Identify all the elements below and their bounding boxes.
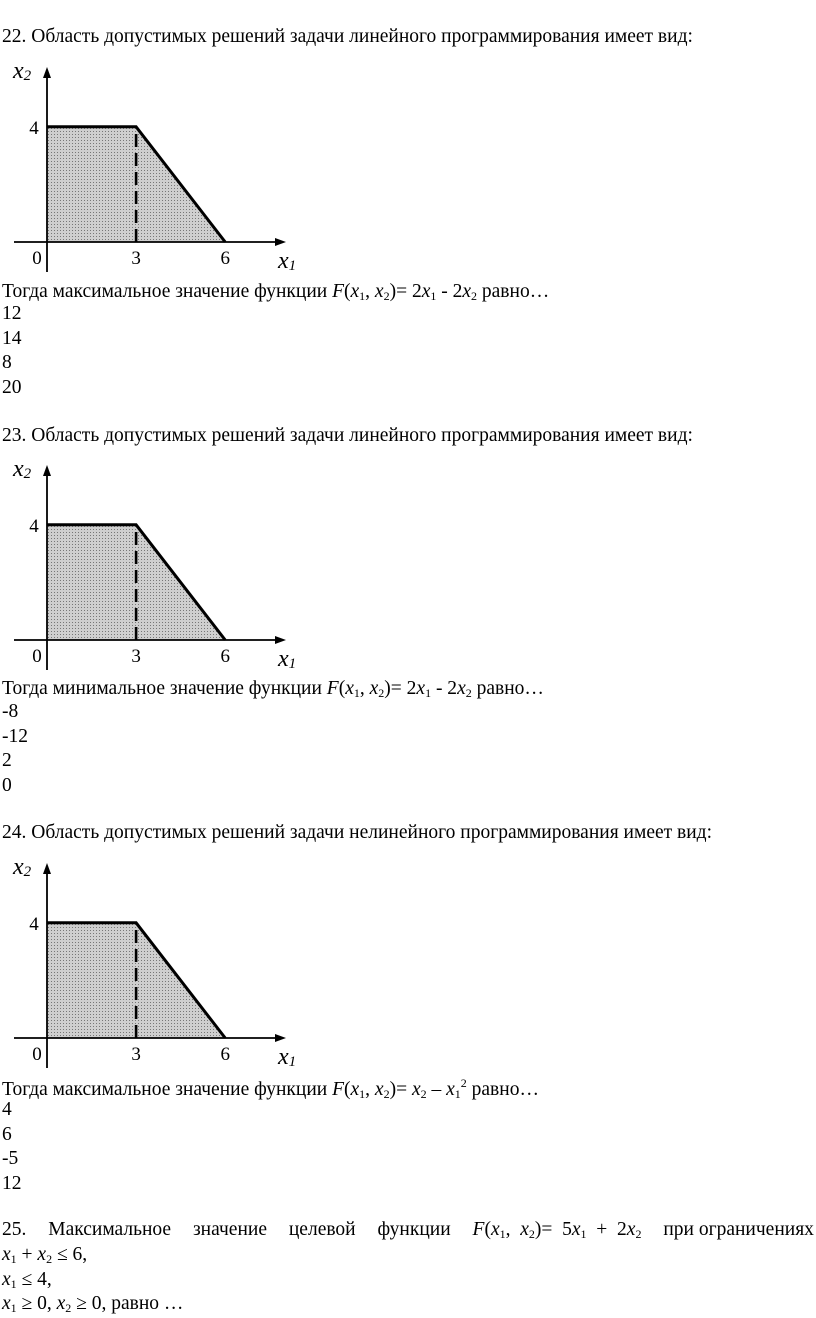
- question-suffix: равно…: [471, 678, 544, 699]
- problem-23-heading: 23. Область допустимых решений задачи линейного программирования имеет вид:: [2, 425, 693, 446]
- constraints-intro: при ограничениях: [663, 1219, 814, 1240]
- question-prefix: Тогда максимальное значение функции: [2, 281, 333, 302]
- problem-24-graph: [0, 852, 320, 1083]
- feasible-region-plot: [0, 454, 320, 679]
- answer-option[interactable]: 0: [2, 774, 12, 796]
- problem-23-question: Тогда минимальное значение функции $F(x_1$, $x_2)= 2x_1 - 2x_2$ равно…: [2, 678, 544, 700]
- answer-option[interactable]: -5: [2, 1148, 19, 1169]
- question-prefix: Тогда максимальное значение функции: [2, 1079, 333, 1100]
- feasible-region-plot: [0, 56, 320, 281]
- constraint-3: $x_1 \ge 0$, $x_2 \ge 0$, равно …: [2, 1293, 184, 1315]
- y-axis-arrow: [43, 863, 51, 874]
- problem-22-graph: [0, 56, 320, 287]
- x-axis-arrow: [275, 1034, 286, 1042]
- x-tick-label: 3: [131, 248, 141, 269]
- y-axis-label: x2: [13, 854, 32, 880]
- word: целевой: [288, 1219, 356, 1240]
- answer-option[interactable]: 6: [2, 1123, 12, 1145]
- feasible-region-plot: [0, 852, 320, 1077]
- y-axis-arrow: [43, 465, 51, 476]
- word: значение: [192, 1219, 267, 1240]
- y-tick-label: 4: [29, 117, 39, 139]
- problem-25-statement: [2, 1219, 814, 1242]
- y-tick-label: 4: [29, 515, 39, 537]
- x-tick-label: 0: [32, 1044, 42, 1065]
- problem-24-options: [2, 1098, 22, 1196]
- problem-22-heading: 22. Область допустимых решений задачи линейного программирования имеет вид:: [2, 26, 693, 47]
- y-axis-label: x2: [13, 58, 32, 84]
- answer-option[interactable]: -12: [2, 725, 28, 747]
- problem-23-options: [2, 700, 28, 798]
- answer-option[interactable]: 8: [2, 352, 12, 373]
- x-axis-arrow: [275, 238, 286, 246]
- y-axis-label: x2: [13, 456, 32, 482]
- x-tick-label: 3: [131, 646, 141, 667]
- x-tick-label: 6: [220, 1044, 230, 1065]
- problem-number: 25.: [2, 1219, 27, 1240]
- problem-22-options: [2, 302, 22, 400]
- answer-option[interactable]: -8: [2, 701, 19, 722]
- constraint-2: $x_1 \le 4$,: [2, 1269, 52, 1291]
- question-prefix: Тогда минимальное значение функции: [2, 678, 327, 699]
- question-suffix: равно…: [466, 1079, 539, 1100]
- problem-24-heading: 24. Область допустимых решений задачи нелинейного программирования имеет вид:: [2, 822, 713, 843]
- problem-24-question: Тогда максимальное значение функции $F(x_1$, $x_2)= x_2 - x_1^2$ равно…: [2, 1076, 539, 1101]
- answer-option[interactable]: 12: [2, 1172, 22, 1194]
- answer-option[interactable]: 2: [2, 750, 12, 771]
- x-axis-arrow: [275, 636, 286, 644]
- y-axis-arrow: [43, 67, 51, 78]
- answer-option[interactable]: 20: [2, 376, 22, 398]
- x-tick-label: 0: [32, 248, 42, 269]
- constraint-1: $x_1 + x_2 \le 6$,: [2, 1244, 88, 1266]
- problem-22-question: Тогда максимальное значение функции $F(x_1$, $x_2)= 2x_1 - 2x_2$ равно…: [2, 281, 550, 303]
- x-tick-label: 3: [131, 1044, 141, 1065]
- answer-option[interactable]: 12: [2, 303, 22, 324]
- word: функции: [377, 1219, 451, 1240]
- x-tick-label: 6: [220, 248, 230, 269]
- word: Максимальное: [48, 1219, 172, 1240]
- y-tick-label: 4: [29, 913, 39, 935]
- x-axis-label: x1: [278, 646, 297, 672]
- x-axis-label: x1: [278, 1044, 297, 1070]
- x-axis-label: x1: [278, 248, 297, 274]
- question-suffix: равно…: [477, 281, 550, 302]
- x-tick-label: 6: [220, 646, 230, 667]
- answer-option[interactable]: 4: [2, 1099, 12, 1120]
- x-tick-label: 0: [32, 646, 42, 667]
- answer-option[interactable]: 14: [2, 327, 22, 349]
- objective-function: $F(x_1$, $x_2)= 5x_1 + 2x_2$: [472, 1219, 642, 1241]
- problem-23-graph: [0, 454, 320, 685]
